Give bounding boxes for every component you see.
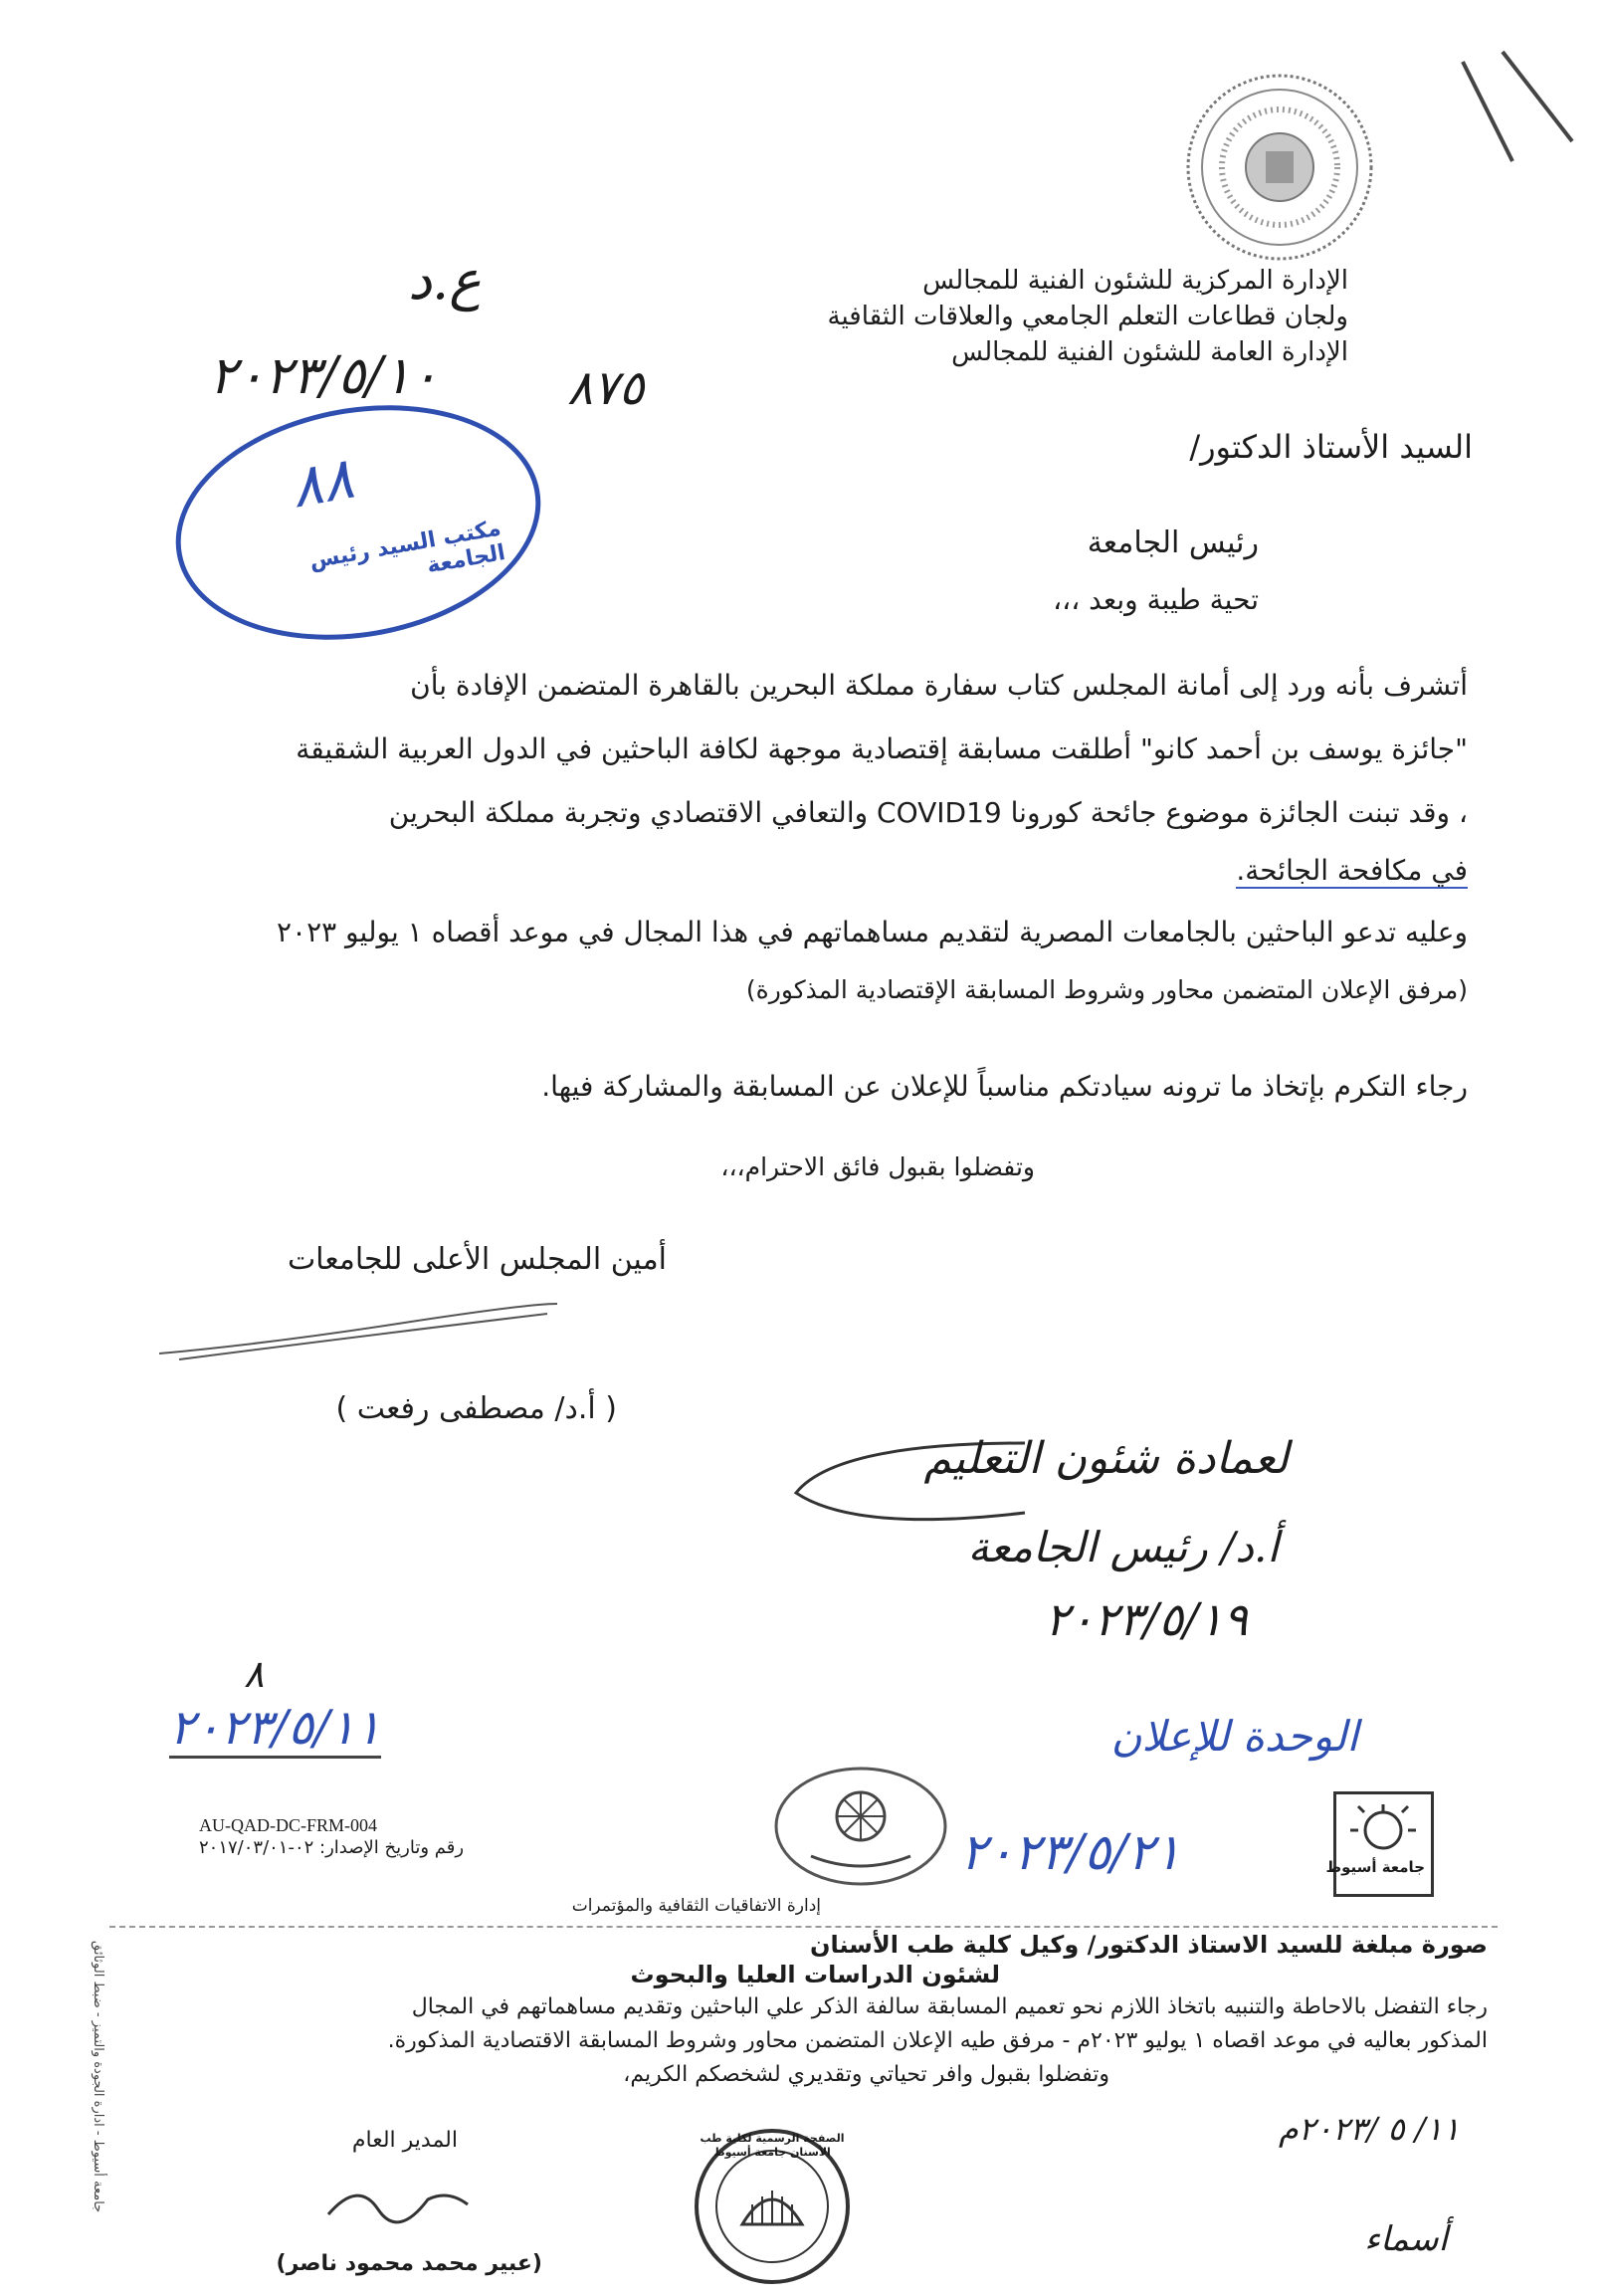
header-line-1: الإدارة المركزية للشئون الفنية للمجالس (922, 266, 1348, 296)
gm-signature-icon (318, 2170, 478, 2229)
faculty-seal-text: الصفحة الرسمية لكلية طب الأسنان جامعة أسيوط (700, 2132, 845, 2159)
handwritten-initials: ع.د (408, 249, 482, 312)
office-emblem (766, 1762, 955, 1891)
university-logo-text: جامعة أسيوط (1325, 1858, 1425, 1876)
footer-body-line2: المذكور بعاليه في موعد اقصاه ١ يوليو ٢٠٢٣م - مرفق طيه الإعلان المتضمن محاور وشروط المسابقة الاقتصادية المذكورة. (387, 2028, 1488, 2053)
handwritten-blue-date: ٢٠٢٣/٥/٢١ (960, 1823, 1181, 1881)
university-logo (1325, 1791, 1434, 1897)
form-code: AU-QAD-DC-FRM-004 (199, 1815, 377, 1835)
blue-receipt-stamp (157, 378, 559, 668)
side-margin (86, 1941, 105, 2279)
body-p1-line4: في مكافحة الجائحة. (1236, 854, 1468, 887)
handwritten-note-2: أ.د/ رئيس الجامعة (967, 1523, 1279, 1571)
body-p3: (مرفق الإعلان المتضمن محاور وشروط المسابقة الإقتصادية المذكورة) (745, 975, 1468, 1004)
form-issue: رقم وتاريخ الإصدار: ٠٢-٢٠١٧/٠٣/٠١ (199, 1837, 465, 1858)
header-line-3: الإدارة العامة للشئون الفنية للمجالس (951, 337, 1348, 367)
signature-scribble-icon (149, 1294, 567, 1373)
university-logo-icon (1346, 1800, 1421, 1855)
stamp-caption: مكتب السيد رئيس الجامعة (307, 516, 507, 579)
side-margin-text: جامعة أسيوط - ادارة الجودة والتميز - ضبط الوثائق (91, 1941, 105, 2213)
handwritten-left-number: ٨ (244, 1652, 265, 1696)
handwritten-blue-note: الوحدة للإعلان (1110, 1712, 1358, 1761)
footer-body-line1: رجاء التفضل بالاحاطة والتنبيه باتخاذ اللازم نحو تعميم المسابقة سالفة الذكر علي الباحثين وتقديم مساهماتهم في المجال (411, 1994, 1488, 2019)
general-manager-title: المدير العام (351, 2128, 458, 2153)
footer-date: ١١/ ٥ /٢٠٢٣م (1279, 2110, 1461, 2148)
official-seal-top (1180, 68, 1379, 267)
closing: وتفضلوا بقبول فائق الاحترام،،، (720, 1152, 1035, 1181)
body-p1-line2: "جائزة يوسف بن أحمد كانو" أطلقت مسابقة إقتصادية موجهة لكافة الباحثين في الدول العربية الشقيقة (296, 732, 1468, 765)
handwritten-date-top: ٢٠٢٣/٥/١٠ (209, 346, 439, 406)
body-p2: وعليه تدعو الباحثين بالجامعات المصرية لتقديم مساهماتهم في هذا المجال في موعد أقصاه ١ يوليو ٢٠٢٣ (277, 916, 1468, 948)
handwritten-left-date: ٢٠٢٣/٥/١١ (169, 1700, 381, 1759)
footer-cc-line2: لشئون الدراسات العليا والبحوث (630, 1961, 1000, 1988)
handwritten-ref-number: ٨٧٥ (567, 360, 645, 416)
handwritten-mark-icon (1443, 42, 1582, 191)
body-p1-line1: أتشرف بأنه ورد إلى أمانة المجلس كتاب سفارة مملكة البحرين بالقاهرة المتضمن الإفادة بأن (410, 669, 1468, 702)
general-manager-name: (عبير محمد محمود ناصر) (276, 2251, 542, 2276)
footer-hand-note: أسماء (1364, 2219, 1448, 2259)
handwritten-date-mid: ٢٠٢٣/٥/١٩ (1045, 1592, 1248, 1646)
header-line-2: ولجان قطاعات التعلم الجامعي والعلاقات الثقافية (827, 302, 1348, 331)
greeting: تحية طيبة وبعد ،،، (1053, 583, 1259, 616)
addressee-position: رئيس الجامعة (1087, 525, 1259, 560)
body-p4: رجاء التكرم بإتخاذ ما ترونه سيادتكم مناسباً للإعلان عن المسابقة والمشاركة فيها. (541, 1070, 1468, 1103)
handwritten-note-1: لعمادة شئون التعليم (923, 1433, 1289, 1484)
footer-body-line3: وتفضلوا بقبول وافر تحياتي وتقديري لشخصكم الكريم، (623, 2062, 1109, 2087)
department-label: إدارة الاتفاقيات الثقافية والمؤتمرات (571, 1896, 821, 1916)
body-p1-line3: ، وقد تبنت الجائزة موضوع جائحة كورونا COVID19 والتعافي الاقتصادي وتجربة مملكة البحرين (388, 796, 1468, 829)
stamp-number: ٨٨ (286, 443, 359, 522)
signatory-title: أمين المجلس الأعلى للجامعات (287, 1242, 667, 1277)
footer-cc-line1: صورة مبلغة للسيد الاستاذ الدكتور/ وكيل كلية طب الأسنان (809, 1931, 1488, 1959)
footer-separator (109, 1926, 1498, 1928)
addressee-title: السيد الأستاذ الدكتور/ (1189, 428, 1473, 466)
signatory-name: ( أ.د/ مصطفى رفعت ) (335, 1391, 617, 1426)
